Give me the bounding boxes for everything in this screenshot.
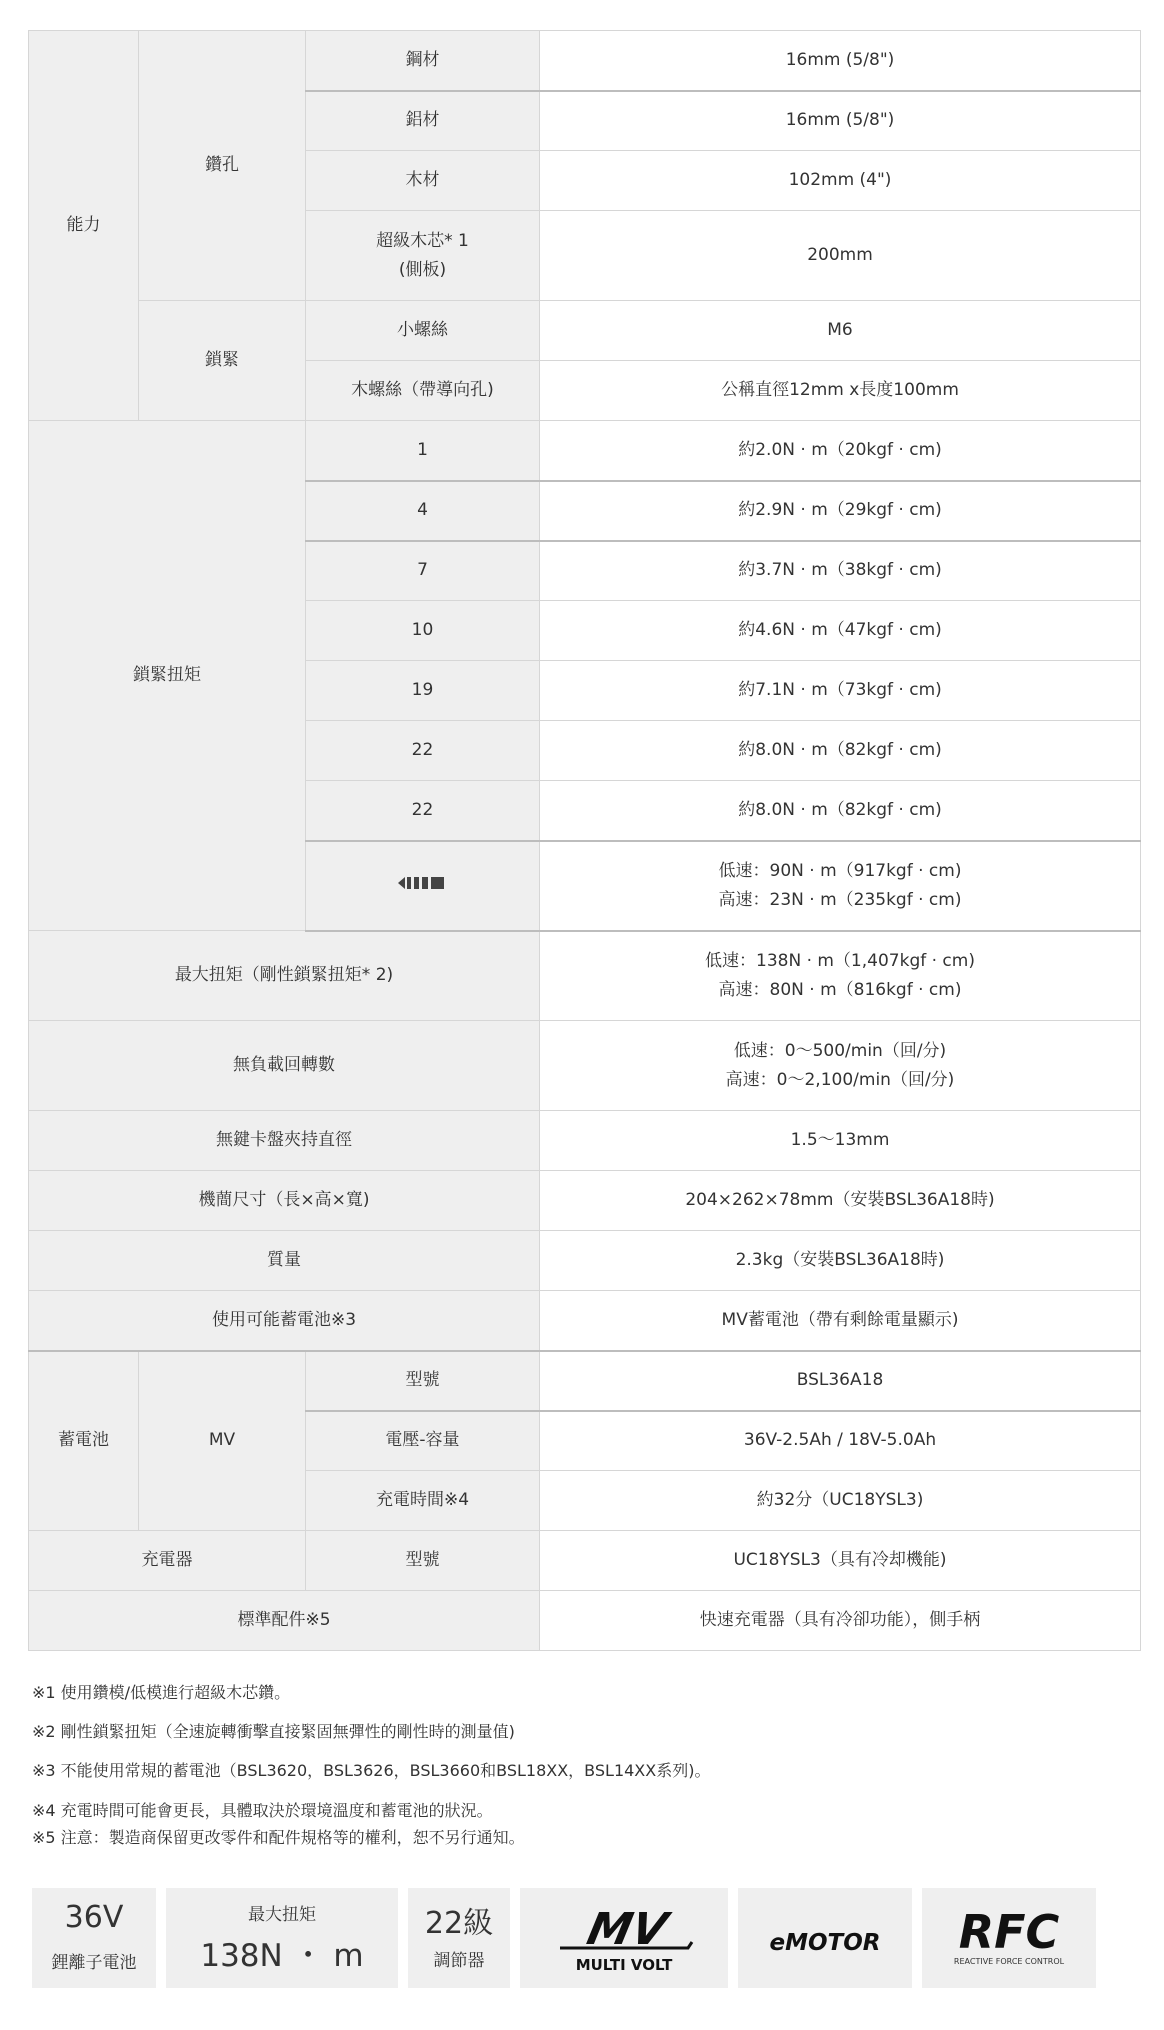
torque-setting: 7 <box>306 541 540 601</box>
footnote-1: ※1 使用鑽模/低模進行超級木芯鑽。 <box>32 1683 291 1702</box>
rfc-text: REACTIVE FORCE CONTROL <box>953 1957 1065 1966</box>
drill-mode-high: 高速：23N · m（235kgf · cm) <box>718 889 962 910</box>
torque-value: 約3.7N · m（38kgf · cm) <box>540 541 1141 601</box>
charger-model-label: 型號 <box>306 1531 540 1591</box>
spec-table-wrapper <box>28 30 1140 1651</box>
voltage-value: 36V-2.5Ah / 18V-5.0Ah <box>540 1411 1141 1471</box>
torque-setting: 22 <box>306 781 540 841</box>
drill-mode-value <box>540 841 1141 931</box>
torque-value: 約8.0N · m（82kgf · cm) <box>540 721 1141 781</box>
no-load-low: 低速：0～500/min（回/分) <box>733 1040 947 1061</box>
multivolt-mark: MV <box>582 1904 672 1955</box>
torque-setting: 4 <box>306 481 540 541</box>
machine-screw-value: M6 <box>540 301 1141 361</box>
wood-screw-label: 木螺絲（帶導向孔) <box>306 361 540 421</box>
multivolt-logo-graphic <box>520 1888 728 1988</box>
torque-value: 約8.0N · m（82kgf · cm) <box>540 781 1141 841</box>
weight-value: 2.3kg（安裝BSL36A18時) <box>540 1231 1141 1291</box>
accessories-value: 快速充電器（具有冷卻功能），側手柄 <box>540 1591 1141 1651</box>
aluminum-label: 鋁材 <box>306 91 540 151</box>
rfc-logo <box>922 1888 1096 1988</box>
battery-badge <box>32 1888 156 1988</box>
accessories-label: 標準配件※5 <box>29 1591 540 1651</box>
torque-value: 約2.9N · m（29kgf · cm) <box>540 481 1141 541</box>
charger-label: 充電器 <box>29 1531 306 1591</box>
torque-setting: 10 <box>306 601 540 661</box>
torque-label: 鎖緊扭矩 <box>29 421 306 931</box>
footnote-3: ※3 不能使用常規的蓄電池（BSL3620，BSL3626，BSL3660和BSL18XX，BSL14XX系列)。 <box>32 1761 711 1780</box>
torque-setting: 1 <box>306 421 540 481</box>
max-torque-low: 低速：138N · m（1,407kgf · cm) <box>705 950 975 971</box>
battery-model-label: 型號 <box>306 1351 540 1411</box>
battery-usable-value: MV蓄電池（帶有剩餘電量顯示) <box>540 1291 1141 1351</box>
torque-badge-value: 138N ・ m <box>200 1938 364 1974</box>
steel-label: 鋼材 <box>306 31 540 91</box>
max-torque-label: 最大扭矩（剛性鎖緊扭矩* 2) <box>29 931 540 1021</box>
torque-badge <box>166 1888 398 1988</box>
capacity-label: 能力 <box>29 31 139 421</box>
drill-mode-cell <box>306 841 540 931</box>
rfc-logo-graphic <box>922 1888 1096 1988</box>
footnote-2: ※2 剛性鎖緊扭矩（全速旋轉衝擊直接緊固無彈性的剛性時的測量值) <box>32 1722 515 1741</box>
torque-setting: 19 <box>306 661 540 721</box>
footnote-4: ※4 充電時間可能會更長，具體取決於環境溫度和蓄電池的狀況。 <box>32 1801 493 1820</box>
multivolt-logo <box>520 1888 728 1988</box>
emotor-logo-graphic <box>738 1888 912 1988</box>
no-load-high: 高速：0～2,100/min（回/分) <box>725 1069 955 1090</box>
size-label: 機蕳尺寸（長×高×寬) <box>29 1171 540 1231</box>
no-load-value <box>540 1021 1141 1111</box>
charger-model-value: UC18YSL3（具有冷却機能) <box>540 1531 1141 1591</box>
wood-value: 102mm (4") <box>540 151 1141 211</box>
fastening-label: 鎖緊 <box>139 301 306 421</box>
torque-value: 約4.6N · m（47kgf · cm) <box>540 601 1141 661</box>
stages-badge <box>408 1888 510 1988</box>
selfbore-label-line2: (側板) <box>398 259 447 280</box>
machine-screw-label: 小螺絲 <box>306 301 540 361</box>
torque-badge-label: 最大扭矩 <box>248 1905 316 1925</box>
drill-mode-icon <box>398 876 448 890</box>
charge-time-value: 約32分（UC18YSL3) <box>540 1471 1141 1531</box>
max-torque-value <box>540 931 1141 1021</box>
aluminum-value: 16mm (5/8") <box>540 91 1141 151</box>
multivolt-text: MULTI VOLT <box>575 1956 673 1974</box>
stages-badge-label: 調節器 <box>433 1951 485 1971</box>
drill-mode-low: 低速：90N · m（917kgf · cm) <box>718 860 962 881</box>
mv-label: MV <box>139 1351 306 1531</box>
selfbore-value: 200mm <box>540 211 1141 301</box>
weight-label: 質量 <box>29 1231 540 1291</box>
chuck-label: 無鍵卡盤夾持直徑 <box>29 1111 540 1171</box>
wood-label: 木材 <box>306 151 540 211</box>
max-torque-high: 高速：80N · m（816kgf · cm) <box>718 979 962 1000</box>
selfbore-label <box>306 211 540 301</box>
charge-time-label: 充電時間※4 <box>306 1471 540 1531</box>
torque-setting: 22 <box>306 721 540 781</box>
emotor-logo <box>738 1888 912 1988</box>
rfc-mark: RFC <box>958 1905 1060 1959</box>
steel-value: 16mm (5/8") <box>540 31 1141 91</box>
torque-value: 約2.0N · m（20kgf · cm) <box>540 421 1141 481</box>
torque-value: 約7.1N · m（73kgf · cm) <box>540 661 1141 721</box>
battery-label: 蓄電池 <box>29 1351 139 1531</box>
battery-usable-label: 使用可能蓄電池※3 <box>29 1291 540 1351</box>
wood-screw-value: 公稱直徑12mm x長度100mm <box>540 361 1141 421</box>
spec-table <box>28 30 1141 1651</box>
battery-model-value: BSL36A18 <box>540 1351 1141 1411</box>
battery-badge-label: 鋰離子電池 <box>51 1953 137 1973</box>
stages-badge-count: 22級 <box>424 1906 494 1941</box>
chuck-value: 1.5～13mm <box>540 1111 1141 1171</box>
voltage-label: 電壓-容量 <box>306 1411 540 1471</box>
footnote-5: ※5 注意：製造商保留更改零件和配件規格等的權利，恕不另行通知。 <box>32 1828 525 1847</box>
drilling-label: 鑽孔 <box>139 31 306 301</box>
emotor-text: eMOTOR <box>769 1930 881 1956</box>
no-load-label: 無負載回轉數 <box>29 1021 540 1111</box>
selfbore-label-line1: 超級木芯* 1 <box>376 230 469 251</box>
size-value: 204×262×78mm（安裝BSL36A18時) <box>540 1171 1141 1231</box>
battery-badge-voltage: 36V <box>64 1900 124 1935</box>
